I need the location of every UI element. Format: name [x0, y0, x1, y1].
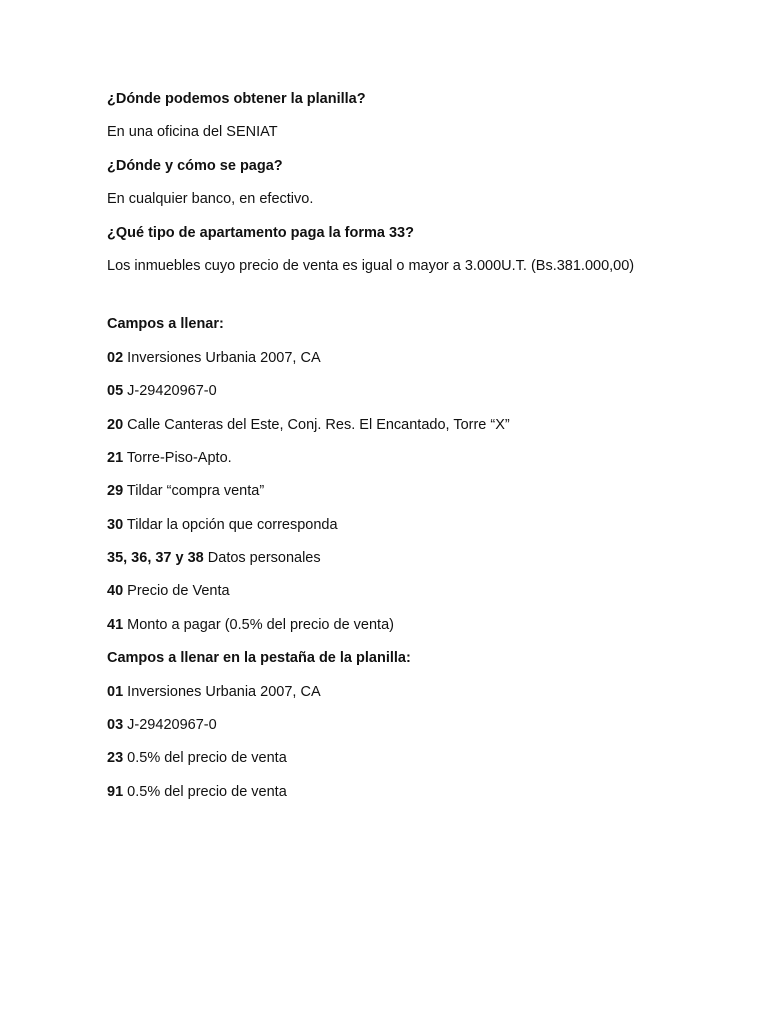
- answer-where-pay: En cualquier banco, en efectivo.: [107, 191, 314, 208]
- field-item: [107, 482, 747, 500]
- field-code: 23: [107, 750, 124, 767]
- field-item: [107, 349, 747, 367]
- answer-apartment-type: Los inmuebles cuyo precio de venta es igual o mayor a 3.000U.T. (Bs.381.000,00): [107, 257, 635, 274]
- field-item: [107, 549, 747, 567]
- field-text: Calle Canteras del Este, Conj. Res. El Encantado, Torre “X”: [123, 416, 510, 433]
- answer-where-obtain: En una oficina del SENIAT: [107, 124, 278, 141]
- question-apartment-type: ¿Qué tipo de apartamento paga la forma 33?: [107, 224, 414, 241]
- field-text: J-29420967-0: [123, 383, 217, 400]
- field-code: 21: [107, 449, 124, 466]
- section-spacer: [107, 290, 747, 315]
- field-item: [107, 416, 747, 434]
- tab-field-item: [107, 716, 747, 734]
- field-text: Inversiones Urbania 2007, CA: [123, 349, 321, 366]
- field-code: 35, 36, 37 y 38: [107, 550, 204, 567]
- field-item: [107, 616, 747, 634]
- field-item: [107, 382, 747, 400]
- field-item: [107, 516, 747, 534]
- field-code: 30: [107, 516, 124, 533]
- field-code: 03: [107, 717, 124, 734]
- tab-field-item: [107, 783, 747, 801]
- field-code: 41: [107, 616, 124, 633]
- field-text: 0.5% del precio de venta: [123, 750, 287, 767]
- field-text: Inversiones Urbania 2007, CA: [123, 683, 321, 700]
- field-code: 20: [107, 416, 124, 433]
- question-where-pay: ¿Dónde y cómo se paga?: [107, 157, 283, 174]
- field-code: 01: [107, 683, 124, 700]
- field-item: [107, 449, 747, 467]
- field-text: Tildar la opción que corresponda: [123, 516, 338, 533]
- field-code: 91: [107, 783, 124, 800]
- field-code: 29: [107, 483, 124, 500]
- document-page: [107, 90, 747, 816]
- field-text: J-29420967-0: [123, 717, 217, 734]
- field-text: Datos personales: [203, 550, 321, 567]
- section1-heading: Campos a llenar:: [107, 316, 224, 333]
- field-text: Torre-Piso-Apto.: [123, 449, 232, 466]
- field-text: 0.5% del precio de venta: [123, 783, 287, 800]
- section2-heading: Campos a llenar en la pestaña de la planilla:: [107, 650, 411, 667]
- tab-field-item: [107, 683, 747, 701]
- tab-field-item: [107, 749, 747, 767]
- field-code: 02: [107, 349, 124, 366]
- field-code: 40: [107, 583, 124, 600]
- field-text: Precio de Venta: [123, 583, 230, 600]
- question-where-obtain: ¿Dónde podemos obtener la planilla?: [107, 91, 366, 107]
- field-item: [107, 582, 747, 600]
- field-text: Monto a pagar (0.5% del precio de venta): [123, 616, 394, 633]
- field-text: Tildar “compra venta”: [123, 483, 265, 500]
- field-code: 05: [107, 383, 124, 400]
